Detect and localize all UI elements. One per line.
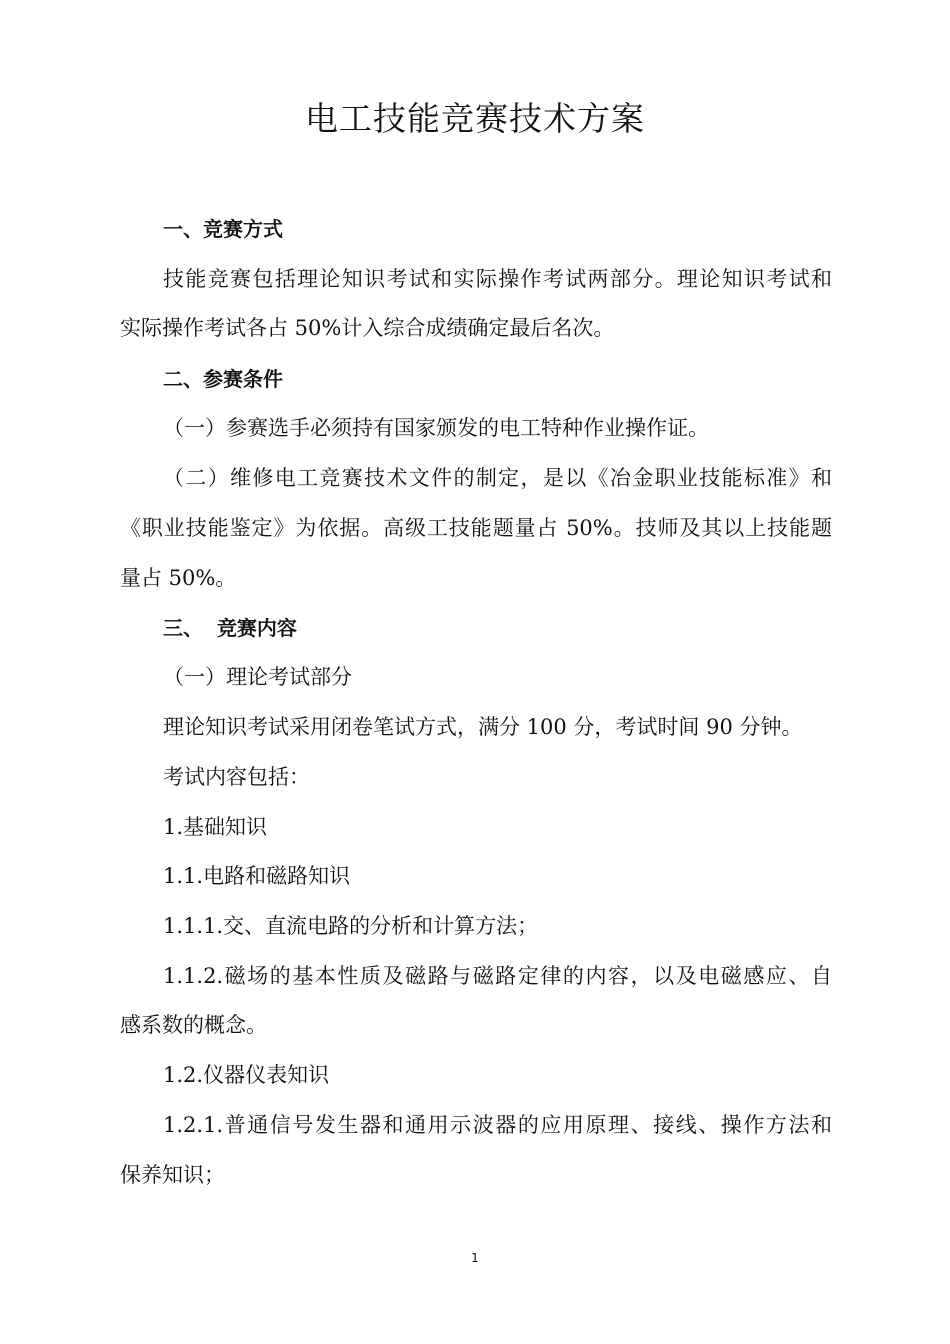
section-heading-competition-content: 三、 竞赛内容 xyxy=(163,616,297,640)
list-item: 1.2.1.普通信号发生器和通用示波器的应用原理、接线、操作方法和 xyxy=(163,1113,832,1137)
list-item: 1.2.仪器仪表知识 xyxy=(163,1063,330,1087)
subsection-heading: （一）理论考试部分 xyxy=(163,665,352,689)
document-title: 电工技能竞赛技术方案 xyxy=(305,99,645,138)
section-heading-competition-method: 一、竞赛方式 xyxy=(163,217,283,241)
list-item: 1.1.1.交、直流电路的分析和计算方法； xyxy=(163,914,539,938)
paragraph-line: 理论知识考试采用闭卷笔试方式，满分 100 分，考试时间 90 分钟。 xyxy=(163,715,803,739)
paragraph-line: 实际操作考试各占 50%计入综合成绩确定最后名次。 xyxy=(120,316,615,340)
list-item: 1.基础知识 xyxy=(163,815,268,839)
paragraph-line: 技能竞赛包括理论知识考试和实际操作考试两部分。理论知识考试和 xyxy=(163,267,832,291)
list-item-continuation: 保养知识； xyxy=(120,1163,225,1187)
list-item: 1.1.2.磁场的基本性质及磁路与磁路定律的内容，以及电磁感应、自 xyxy=(163,964,832,988)
paragraph-line: 考试内容包括： xyxy=(163,765,310,789)
paragraph-line: 量占 50%。 xyxy=(120,566,237,590)
paragraph-line: （一）参赛选手必须持有国家颁发的电工特种作业操作证。 xyxy=(163,416,709,440)
page-number: 1 xyxy=(471,1251,479,1265)
list-item-continuation: 感系数的概念。 xyxy=(120,1013,267,1037)
section-heading-eligibility: 二、参赛条件 xyxy=(163,367,283,391)
paragraph-line: 《职业技能鉴定》为依据。高级工技能题量占 50%。技师及其以上技能题 xyxy=(120,516,832,540)
list-item: 1.1.电路和磁路知识 xyxy=(163,864,351,888)
paragraph-line: （二）维修电工竞赛技术文件的制定，是以《冶金职业技能标准》和 xyxy=(163,466,832,490)
